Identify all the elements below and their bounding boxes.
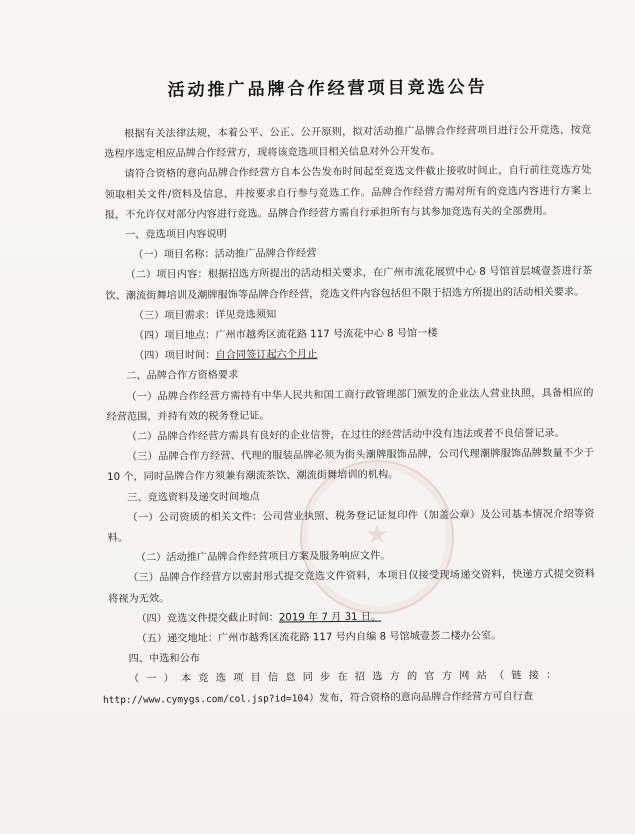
section-4-item-1-line-2 <box>103 686 596 711</box>
section-1-item-4: （四）项目地点：广州市越秀区流花路 117 号流花中心 8 号馆一楼 <box>133 328 438 342</box>
section-2-item-3: （三）品牌合作方经营、代理的服装品牌必须为街头潮牌服饰品牌，公司代理潮牌服饰品牌数量不少于 10 个，同时品牌合作方须兼有潮流茶饮、潮流街舞培训的机构。 <box>107 447 594 484</box>
page-title: 活动推广品牌合作经营项目竞选公告 <box>167 77 488 101</box>
website-link[interactable]: http://www.cymygs.com/col.jsp?id=104 <box>102 692 309 706</box>
section-1-item-3: （三）项目需求：详见竞选须知 <box>133 309 277 322</box>
section-2-item-1: （一）品牌合作经营方需持有中华人民共和国工商行政管理部门颁发的企业法人营业执照，具备相应的经营范围，并持有效的税务登记证。 <box>106 387 594 423</box>
section-1-heading: 一、竞选项目内容说明 <box>124 228 227 241</box>
seal-star-icon: ★ <box>365 520 389 550</box>
section-1-item-5-label: （四）项目时间： <box>133 350 216 362</box>
section-1-item-1: （一）项目名称：活动推广品牌合作经营 <box>133 248 317 261</box>
section-3-item-2: （二）活动推广品牌合作经营项目方案及服务响应文件。 <box>135 550 391 565</box>
intro-paragraph-1: 根据有关法律法规，本着公平、公正、公开原则，拟对活动推广品牌合作经营项目进行公开竞选，按竞选程序选定相应品牌合作经营方，现将该竞选项目相关信息对外公开发布。 <box>104 124 592 161</box>
section-3-item-5: （五）递交地址：广州市越秀区流花路 117 号内自编 8 号馆城壹荟二楼办公室。 <box>136 630 502 645</box>
section-3-item-1: （一）公司资质的相关文件：公司营业执照、税务登记证复印件（加盖公章）及公司基本情况介绍等资料。 <box>107 508 595 545</box>
section-3-item-3: （三）品牌合作经营方以密封形式提交竞选文件资料，本项目仅接受现场递交资料，快递方式提交资料将视为无效。 <box>108 569 595 605</box>
section-4-item-1-rest: ）发布，符合资格的意向品牌合作经营方可自行查 <box>308 690 534 704</box>
section-3-item-4-label: （四）竞选文件提交截止时间： <box>136 612 279 625</box>
section-4-heading: 四、中选和公布 <box>128 653 201 666</box>
section-3-heading: 三、竞选资料及递交时间地点 <box>127 491 260 504</box>
document-body <box>104 121 596 711</box>
deadline-value: 2019 年 7 月 31 日。 <box>278 611 382 624</box>
intro-paragraph-2: 请符合资格的意向品牌合作经营方自本公告发布时间起至竞选文件截止接收时间止，自行前往竞选方处领取相关文件/资料及信息，并按要求自行参与竞选工作。品牌合作经营方需对所有的竞选内容进行方案上报，不允许仅对部分内容进行竞选。品牌合作经营方需自行承担所有与其参加竞选有关的全部费用。 <box>104 165 592 221</box>
project-period-value: 自合同签订起六个月止 <box>215 349 318 362</box>
section-4-item-1-line-1: （一）本竞选项目信息同步在招选方的官方网站（链接： <box>128 670 564 686</box>
section-2-heading: 二、品牌合作方资格要求 <box>126 370 239 383</box>
section-2-item-2: （二）品牌合作经营方需具有良好的企业信誉，在过往的经营活动中没有违法或者不良信誉记录。 <box>126 428 565 443</box>
section-1-item-2: （二）项目内容：根据招选方所提出的活动相关要求，在广州市流花展贸中心 8 号馆首层城壹荟进行茶饮、潮流街舞培训及潮牌服饰等品牌合作经营，竞选文件内容包括但不限于招选方所提出的活动相关要求。 <box>105 266 593 302</box>
